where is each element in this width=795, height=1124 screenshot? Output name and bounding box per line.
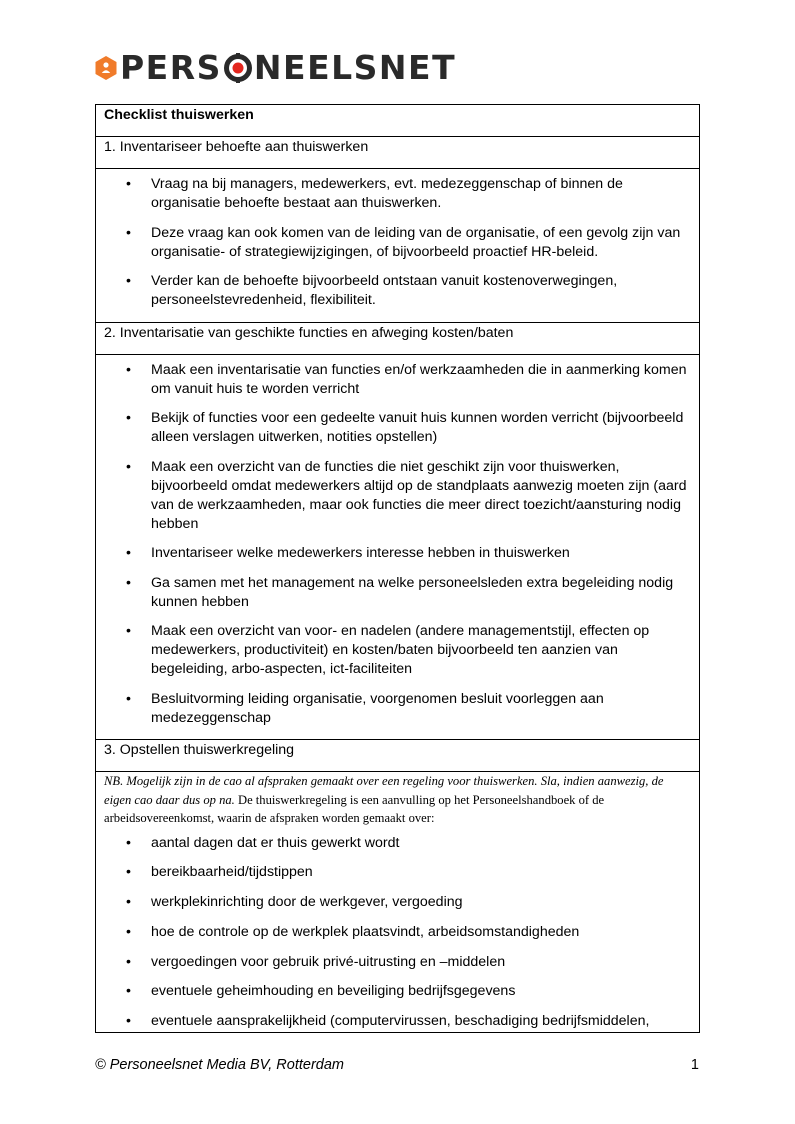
hexagon-person-icon — [95, 56, 117, 80]
table-title: Checklist thuiswerken — [96, 105, 700, 137]
section-2-body — [96, 354, 700, 740]
personeelsnet-logo — [95, 50, 456, 86]
list-item: • Maak een inventarisatie van functies en/of werkzaamheden die in aanmerking komen om vanuit huis te worden verricht — [104, 361, 691, 399]
list-item: • aantal dagen dat er thuis gewerkt wordt — [104, 834, 691, 853]
note-regular-text: De thuiswerkregeling is een aanvulling op het Personeelshandboek of de arbeidsovereenkomst, waarin de afspraken worden gemaakt over: — [104, 792, 605, 825]
logo-wordmark — [120, 50, 456, 86]
list-item: • Inventariseer welke medewerkers interesse hebben in thuiswerken — [104, 544, 691, 563]
section-3-note — [104, 772, 691, 828]
section-3-list — [104, 828, 691, 1033]
section-heading-row — [96, 740, 700, 772]
section-1-heading: 1. Inventariseer behoefte aan thuiswerken — [96, 137, 700, 169]
note-italic-text: NB. Mogelijk zijn in de cao al afspraken gemaakt over een regeling voor thuiswerken. Sla, indien aanwezig, de eigen cao daar dus op na. — [104, 774, 664, 807]
section-body-row — [96, 169, 700, 323]
list-item: • eventuele geheimhouding en beveiliging bedrijfsgegevens — [104, 982, 691, 1001]
section-3-body — [96, 772, 700, 1033]
list-item: • Vraag na bij managers, medewerkers, evt. medezeggenschap of binnen de organisatie behoefte bestaat aan thuiswerken. — [104, 175, 691, 213]
list-item: • Verder kan de behoefte bijvoorbeeld ontstaan vanuit kostenoverwegingen, personeelstevredenheid, flexibiliteit. — [104, 272, 691, 310]
footer-copyright: © Personeelsnet Media BV, Rotterdam — [95, 1057, 344, 1073]
section-body-row — [96, 772, 700, 1033]
section-2-list — [104, 355, 691, 740]
list-item: • eventuele aansprakelijkheid (computervirussen, beschadiging bedrijfsmiddelen, — [104, 1012, 691, 1031]
section-body-row — [96, 354, 700, 740]
table-title-row — [96, 105, 700, 137]
target-o-icon — [223, 53, 253, 83]
section-heading-row — [96, 137, 700, 169]
logo-text-suffix: NEELSNET — [253, 48, 457, 87]
list-item: • Besluitvorming leiding organisatie, voorgenomen besluit voorleggen aan medezeggenschap — [104, 690, 691, 728]
logo-text-prefix: PERS — [120, 48, 222, 87]
list-item: • Deze vraag kan ook komen van de leiding van de organisatie, of een gevolg zijn van organisatie- of strategiewijzigingen, of bijvoorbeeld proactief HR-beleid. — [104, 224, 691, 262]
section-2-heading: 2. Inventarisatie van geschikte functies en afweging kosten/baten — [96, 322, 700, 354]
list-item: • Maak een overzicht van voor- en nadelen (andere managementstijl, effecten op medewerkers, productiviteit) en kosten/baten bijvoorbeeld ten aanzien van begeleiding, arbo-aspecten, ict-faciliteiten — [104, 622, 691, 679]
list-item: • vergoedingen voor gebruik privé-uitrusting en –middelen — [104, 953, 691, 972]
checklist-table — [95, 104, 700, 1033]
section-3-heading: 3. Opstellen thuiswerkregeling — [96, 740, 700, 772]
list-item: • Ga samen met het management na welke personeelsleden extra begeleiding nodig kunnen hebben — [104, 574, 691, 612]
list-item: • hoe de controle op de werkplek plaatsvindt, arbeidsomstandigheden — [104, 923, 691, 942]
section-1-body — [96, 169, 700, 323]
list-item: • bereikbaarheid/tijdstippen — [104, 863, 691, 882]
list-item: • Maak een overzicht van de functies die niet geschikt zijn voor thuiswerken, bijvoorbeeld omdat medewerkers altijd op de standplaats aanwezig moeten zijn (aard van de werkzaamheden, maar ook functies die meer direct toezicht/aansturing nodig hebben — [104, 458, 691, 534]
section-heading-row — [96, 322, 700, 354]
list-item: • Bekijk of functies voor een gedeelte vanuit huis kunnen worden verricht (bijvoorbeeld alleen verslagen uitwerken, notities opstellen) — [104, 409, 691, 447]
list-item: • werkplekinrichting door de werkgever, vergoeding — [104, 893, 691, 912]
page-number: 1 — [690, 1057, 699, 1073]
section-1-list — [104, 169, 691, 322]
